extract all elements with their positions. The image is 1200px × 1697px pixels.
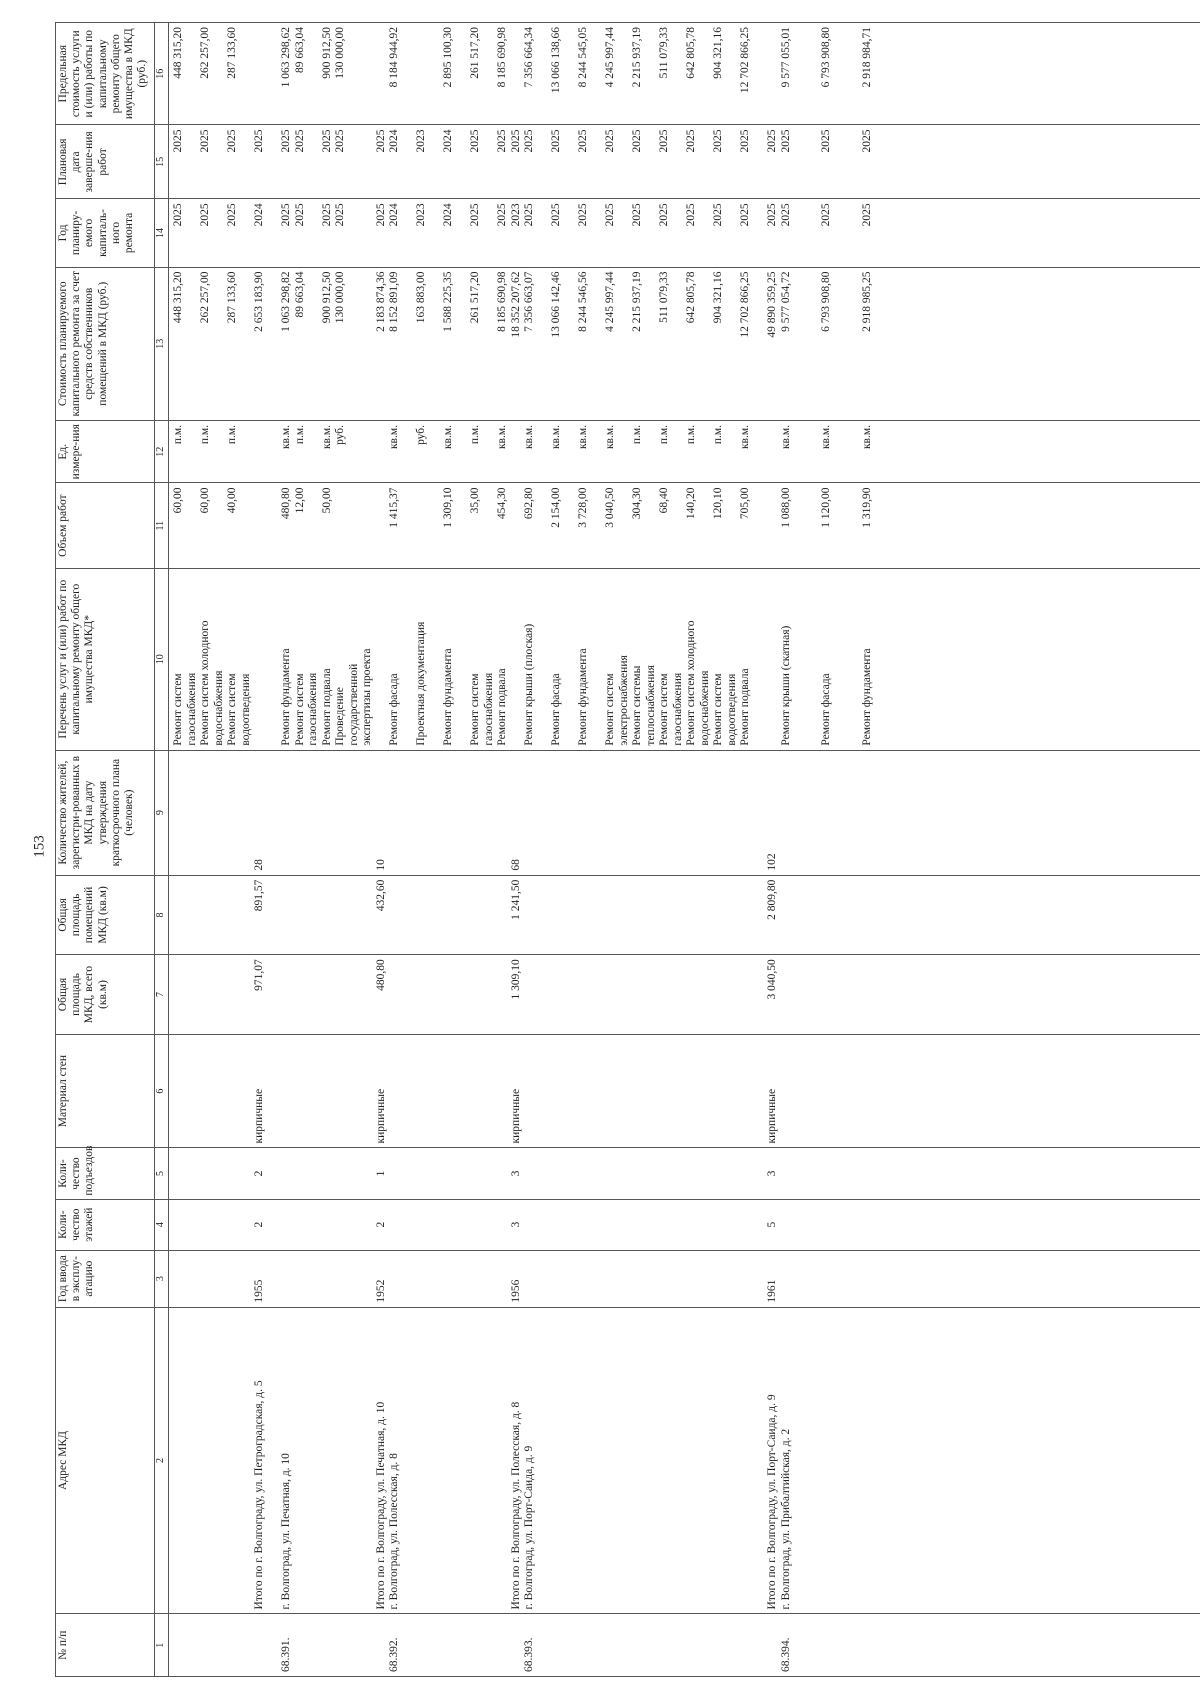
cell-line-38-col-12: п.м. [685,424,697,445]
cell-line-24-col-10: Ремонт подвала [496,668,508,746]
cell-line-34-col-15: 2025 [631,129,643,153]
cell-line-2-col-11: 60,00 [199,487,211,514]
cell-line-4-col-11: 40,00 [226,487,238,514]
header-col-5: Коли-чество подъездов [56,1148,155,1199]
cell-line-4-col-10: Ремонт систем [226,673,238,746]
cell-line-8-col-13: 1 063 298,82 [280,271,292,332]
cell-line-25-col-13: 18 352 207,62 [509,271,522,338]
cell-line-0-col-16: 448 315,20 [172,27,184,79]
cell-line-48-col-10: Ремонт фасада [820,673,832,746]
cell-line-44-col-8: 2 809,80 [766,879,778,920]
cell-line-16-col-10: Ремонт фасада [388,673,400,746]
cell-line-2-col-14: 2025 [199,203,211,227]
cell-line-45-col-10: Ремонт крыши (скатная) [779,625,792,746]
cell-line-30-col-11: 3 728,00 [577,487,589,528]
cell-line-6-col-8: 891,57 [253,879,265,912]
table-body-row [169,23,1200,1677]
cell-line-11-col-10: Ремонт подвала [320,668,333,746]
cell-line-38-col-13: 642 805,78 [685,271,697,324]
cell-line-20-col-14: 2024 [442,203,454,227]
cell-line-2-col-15: 2025 [199,129,211,153]
cell-line-6-col-7: 971,07 [253,959,265,991]
cell-line-15-col-4: 2 [374,1221,387,1228]
cell-line-16-col-14: 2024 [388,203,400,227]
header-row [56,23,155,1677]
body-col-2 [169,1307,1200,1614]
body-col-5 [169,1148,1200,1199]
cell-line-26-col-2: г. Волгоград, ул. Порт-Саида, д. 9 [523,1445,535,1610]
cell-line-8-col-16: 1 063 298,62 [280,27,292,88]
cell-line-26-col-10: Ремонт крыши (плоская) [523,623,535,746]
cell-line-0-col-13: 448 315,20 [172,271,184,324]
cell-line-30-col-10: Ремонт фундамента [577,648,589,746]
cell-line-12-col-16: 130 000,00 [334,27,346,79]
cell-line-45-col-16: 9 577 055,01 [779,27,792,88]
cell-line-18-col-15: 2023 [415,129,427,153]
header-col-14: Год планиру-емого капиталь-ного ремонта [56,199,155,267]
cell-line-8-col-2: г. Волгоград, ул. Печатная, д. 10 [280,1453,292,1610]
cell-line-30-col-12: кв.м. [577,424,589,450]
col-number-14: 14 [155,199,169,267]
cell-line-44-col-13: 49 890 359,25 [766,271,778,338]
col-number-10: 10 [155,568,169,750]
cell-line-51-col-15: 2025 [860,129,873,153]
cell-line-41-col-10: водоотведения [725,673,738,746]
header-col-11: Объем работ [56,483,155,568]
cell-line-51-col-14: 2025 [860,203,873,227]
cell-line-28-col-10: Ремонт фасада [550,673,562,746]
cell-line-1-col-10: газоснабжения [185,672,198,746]
cell-line-38-col-16: 642 805,78 [685,27,697,79]
cell-line-28-col-13: 13 066 142,46 [550,271,562,338]
cell-line-28-col-11: 2 154,00 [550,487,562,528]
cell-line-22-col-15: 2025 [469,129,481,153]
cell-line-12-col-15: 2025 [334,129,346,153]
cell-line-9-col-10: Ремонт систем [293,673,306,746]
cell-line-34-col-10: Ремонт системы [631,665,643,746]
cell-line-48-col-13: 6 793 908,80 [820,271,832,332]
cell-line-25-col-6: кирпичные [509,1088,522,1144]
cell-line-40-col-13: 904 321,16 [712,271,724,324]
cell-line-25-col-7: 1 309,10 [509,959,522,1000]
cell-line-18-col-14: 2023 [415,203,427,227]
cell-line-6-col-2: Итого по г. Волгограду, ул. Петроградская, д. 5 [253,1380,265,1610]
cell-line-9-col-15: 2025 [293,129,306,153]
cell-line-9-col-14: 2025 [293,203,306,227]
col-number-4: 4 [155,1199,169,1250]
cell-line-24-col-14: 2025 [496,203,508,227]
cell-line-51-col-11: 1 319,90 [860,487,873,528]
col-number-11: 11 [155,483,169,568]
cell-line-25-col-14: 2023 [509,203,522,227]
cell-line-9-col-11: 12,00 [293,487,306,514]
cell-line-3-col-10: водоснабжения [212,670,225,746]
cell-line-13-col-10: государственной [347,663,360,746]
col-number-12: 12 [155,420,169,483]
cell-line-4-col-12: п.м. [226,424,238,445]
cell-line-8-col-14: 2025 [280,203,292,227]
col-number-6: 6 [155,1034,169,1148]
cell-line-8-col-10: Ремонт фундамента [280,648,292,746]
cell-line-38-col-11: 140,20 [685,487,697,520]
cell-line-40-col-16: 904 321,16 [712,27,724,79]
cell-line-25-col-9: 68 [509,859,522,871]
cell-line-11-col-15: 2025 [320,129,333,153]
cell-line-36-col-16: 511 079,33 [658,27,670,79]
cell-line-38-col-14: 2025 [685,203,697,227]
cell-line-2-col-12: п.м. [199,424,211,445]
cell-line-15-col-15: 2025 [374,129,387,153]
cell-line-45-col-13: 9 577 054,72 [779,271,792,332]
cell-line-20-col-12: кв.м. [442,424,454,450]
cell-line-4-col-16: 287 133,60 [226,27,238,79]
cell-line-25-col-5: 3 [509,1170,522,1177]
body-col-7 [169,955,1200,1035]
cell-line-30-col-16: 8 244 545,05 [577,27,589,88]
cell-line-0-col-14: 2025 [172,203,184,227]
cell-line-26-col-14: 2025 [523,203,535,227]
cell-line-42-col-15: 2025 [739,129,751,153]
body-col-15 [169,125,1200,199]
cell-line-26-col-13: 7 356 663,07 [523,271,535,332]
cell-line-8-col-1: 68.391. [280,1637,292,1672]
col-number-7: 7 [155,955,169,1035]
cell-line-48-col-11: 1 120,00 [820,487,832,528]
cell-line-12-col-12: руб. [334,424,346,445]
cell-line-2-col-13: 262 257,00 [199,271,211,324]
cell-line-22-col-14: 2025 [469,203,481,227]
cell-line-35-col-10: теплоснабжения [644,665,657,746]
col-number-1: 1 [155,1614,169,1677]
cell-line-20-col-10: Ремонт фундамента [442,648,454,746]
header-col-15: Плановая дата заверше-ния работ [56,125,155,199]
cell-line-44-col-4: 5 [766,1221,778,1228]
cell-line-16-col-1: 68.392. [388,1637,400,1672]
cell-line-30-col-14: 2025 [577,203,589,227]
cell-line-32-col-10: Ремонт систем [604,673,616,746]
cell-line-11-col-16: 900 912,50 [320,27,333,79]
cell-line-12-col-14: 2025 [334,203,346,227]
cell-line-22-col-10: Ремонт систем [469,673,481,746]
cell-line-5-col-10: водоотведения [239,673,252,746]
cell-line-32-col-11: 3 040,50 [604,487,616,528]
header-col-13: Стоимость планируемого капитального ремонта за счет средств собственников помещений в МКД (руб.) [56,267,155,420]
cell-line-16-col-2: г. Волгоград, ул. Полесская, д. 8 [388,1453,400,1610]
cell-line-42-col-10: Ремонт подвала [739,668,751,746]
col-number-13: 13 [155,267,169,420]
cell-line-37-col-10: газоснабжения [671,672,684,746]
cell-line-28-col-15: 2025 [550,129,562,153]
cell-line-44-col-2: Итого по г. Волгограду, ул. Порт-Саида, д. 9 [766,1394,778,1610]
cell-line-22-col-12: п.м. [469,424,481,445]
cell-line-28-col-16: 13 066 138,66 [550,27,562,94]
header-col-16: Предельная стоимость услуги и (или) работы по капитальному ремонту общего имущества в МКД (руб.) [56,23,155,125]
cell-line-28-col-12: кв.м. [550,424,562,450]
cell-line-11-col-12: кв.м. [320,424,333,450]
cell-line-9-col-16: 89 663,04 [293,27,306,73]
cell-line-48-col-15: 2025 [820,129,832,153]
cell-line-45-col-2: г. Волгоград, ул. Прибалтийская, д. 2 [779,1428,792,1610]
cell-line-36-col-14: 2025 [658,203,670,227]
body-col-8 [169,875,1200,955]
body-col-10 [169,568,1200,750]
cell-line-34-col-13: 2 215 937,19 [631,271,643,332]
cell-line-4-col-14: 2025 [226,203,238,227]
cell-line-39-col-10: водоснабжения [698,670,711,746]
cell-line-15-col-2: Итого по г. Волгограду, ул. Печатная, д. 10 [374,1401,387,1610]
cell-line-40-col-11: 120,10 [712,487,724,520]
body-col-4 [169,1199,1200,1250]
col-number-15: 15 [155,125,169,199]
header-col-9: Количество жителей, зарегистри-рованных в МКД на дату утверждения краткосрочного плана (человек) [56,750,155,875]
cell-line-16-col-12: кв.м. [388,424,400,450]
header-col-1: № п/п [56,1614,155,1677]
cell-line-24-col-15: 2025 [496,129,508,153]
cell-line-16-col-15: 2024 [388,129,400,153]
cell-line-15-col-7: 480,80 [374,959,387,991]
header-col-2: Адрес МКД [56,1307,155,1614]
cell-line-45-col-15: 2025 [779,129,792,153]
cell-line-42-col-16: 12 702 866,25 [739,27,751,94]
cell-line-6-col-14: 2024 [253,203,265,227]
cell-line-22-col-11: 35,00 [469,487,481,514]
cell-line-36-col-10: Ремонт систем [658,673,670,746]
cell-line-4-col-13: 287 133,60 [226,271,238,324]
cell-line-44-col-15: 2025 [766,129,778,153]
header-col-12: Ед. измере-ния [56,420,155,483]
cell-line-26-col-12: кв.м. [523,424,535,450]
cell-line-34-col-14: 2025 [631,203,643,227]
cell-line-40-col-12: п.м. [712,424,724,445]
cell-line-44-col-5: 3 [766,1170,778,1177]
cell-line-12-col-13: 130 000,00 [334,271,346,324]
cell-line-45-col-1: 68.394. [779,1637,792,1672]
cell-line-34-col-11: 304,30 [631,487,643,520]
cell-line-36-col-12: п.м. [658,424,670,445]
header-col-10: Перечень услуг и (или) работ по капитальному ремонту общего имущества МКД* [56,568,155,750]
cell-line-42-col-14: 2025 [739,203,751,227]
cell-line-33-col-10: электроснабжения [617,655,630,746]
cell-line-32-col-16: 4 245 997,44 [604,27,616,88]
header-col-4: Коли-чество этажей [56,1199,155,1250]
col-number-2: 2 [155,1307,169,1614]
cell-line-11-col-11: 50,00 [320,487,333,514]
cell-line-20-col-16: 2 895 100,30 [442,27,454,88]
cell-line-36-col-13: 511 079,33 [658,271,670,323]
cell-line-36-col-11: 68,40 [658,487,670,514]
cell-line-44-col-3: 1961 [766,1279,778,1303]
cell-line-15-col-6: кирпичные [374,1088,387,1144]
cell-line-16-col-13: 8 152 891,09 [388,271,400,332]
cell-line-36-col-15: 2025 [658,129,670,153]
cell-line-24-col-11: 454,30 [496,487,508,520]
cell-line-48-col-14: 2025 [820,203,832,227]
cell-line-44-col-7: 3 040,50 [766,959,778,1000]
cell-line-0-col-11: 60,00 [172,487,184,514]
cell-line-4-col-15: 2025 [226,129,238,153]
header-col-8: Общая площадь помещений МКД (кв.м) [56,875,155,955]
cell-line-23-col-10: газоснабжения [482,672,495,746]
cell-line-6-col-13: 2 653 183,90 [253,271,265,332]
cell-line-30-col-15: 2025 [577,129,589,153]
cell-line-40-col-14: 2025 [712,203,724,227]
cell-line-45-col-11: 1 088,00 [779,487,792,528]
cell-line-24-col-16: 8 185 690,98 [496,27,508,88]
cell-line-20-col-13: 1 588 225,35 [442,271,454,332]
cell-line-26-col-16: 7 356 664,34 [523,27,535,88]
cell-line-18-col-12: руб. [415,424,427,445]
cell-line-6-col-6: кирпичные [253,1088,265,1144]
body-col-9 [169,750,1200,875]
cell-line-6-col-5: 2 [253,1170,265,1177]
cell-line-32-col-12: кв.м. [604,424,616,450]
body-col-1 [169,1614,1200,1677]
header-col-3: Год ввода в эксплу-атацию [56,1250,155,1307]
cell-line-6-col-4: 2 [253,1221,265,1228]
cell-line-2-col-10: Ремонт систем холодного [199,620,211,746]
cell-line-10-col-10: газоснабжения [307,672,319,746]
cell-line-25-col-3: 1956 [509,1279,522,1303]
cell-line-38-col-15: 2025 [685,129,697,153]
cell-line-15-col-5: 1 [374,1170,387,1177]
cell-line-15-col-3: 1952 [374,1279,387,1303]
cell-line-51-col-12: кв.м. [860,424,873,450]
col-number-8: 8 [155,875,169,955]
cell-line-42-col-12: кв.м. [739,424,751,450]
cell-line-51-col-10: Ремонт фундамента [860,648,873,746]
body-col-14 [169,199,1200,267]
cell-line-22-col-13: 261 517,20 [469,271,481,324]
cell-line-6-col-9: 28 [253,859,265,871]
cell-line-40-col-15: 2025 [712,129,724,153]
cell-line-26-col-1: 68.393. [523,1637,535,1672]
col-number-5: 5 [155,1148,169,1199]
cell-line-48-col-16: 6 793 908,80 [820,27,832,88]
cell-line-28-col-14: 2025 [550,203,562,227]
body-col-6 [169,1034,1200,1148]
cell-line-44-col-6: кирпичные [766,1088,778,1144]
cell-line-9-col-13: 89 663,04 [293,271,306,318]
cell-line-9-col-12: п.м. [293,424,306,445]
header-col-7: Общая площадь МКД, всего (кв.м) [56,955,155,1035]
cell-line-11-col-14: 2025 [320,203,333,227]
cell-line-34-col-16: 2 215 937,19 [631,27,643,88]
cell-line-32-col-14: 2025 [604,203,616,227]
rotated-table-wrapper [55,22,1195,1677]
cell-line-42-col-13: 12 702 866,25 [739,271,751,338]
cell-line-0-col-15: 2025 [172,129,184,153]
cell-line-22-col-16: 261 517,20 [469,27,481,79]
cell-line-6-col-3: 1955 [253,1279,265,1303]
cell-line-24-col-13: 8 185 690,98 [496,271,508,332]
cell-line-12-col-10: Проведение [334,687,346,746]
cell-line-44-col-9: 102 [766,853,778,871]
cell-line-30-col-13: 8 244 546,56 [577,271,589,332]
cell-line-25-col-4: 3 [509,1221,522,1228]
cell-line-26-col-11: 692,80 [523,487,535,520]
cell-line-11-col-13: 900 912,50 [320,271,333,324]
col-number-16: 16 [155,23,169,125]
cell-line-15-col-13: 2 183 874,36 [374,271,387,332]
cell-line-48-col-12: кв.м. [820,424,832,450]
cell-line-26-col-15: 2025 [523,129,535,153]
col-number-3: 3 [155,1250,169,1307]
cell-line-40-col-10: Ремонт систем [712,673,724,746]
cell-line-14-col-10: экспертизы проекта [361,648,373,746]
header-col-6: Материал стен [56,1034,155,1148]
cell-line-51-col-13: 2 918 985,25 [860,271,873,332]
cell-line-45-col-12: кв.м. [779,424,792,450]
body-col-11 [169,483,1200,568]
page-number: 153 [31,835,48,858]
cell-line-0-col-12: п.м. [172,424,184,445]
cell-line-24-col-12: кв.м. [496,424,508,450]
column-number-row [155,23,169,1677]
cell-line-51-col-16: 2 918 984,71 [860,27,873,88]
cell-line-32-col-13: 4 245 997,44 [604,271,616,332]
cell-line-18-col-13: 163 883,00 [415,271,427,324]
cell-line-16-col-16: 8 184 944,92 [388,27,400,88]
cell-line-20-col-11: 1 309,10 [442,487,454,528]
body-col-3 [169,1250,1200,1307]
cell-line-8-col-12: кв.м. [280,424,292,450]
cell-line-44-col-14: 2025 [766,203,778,227]
cell-line-20-col-15: 2024 [442,129,454,153]
cell-line-45-col-14: 2025 [779,203,792,227]
cell-line-8-col-11: 480,80 [280,487,292,520]
cell-line-25-col-8: 1 241,50 [509,879,522,920]
cell-line-32-col-15: 2025 [604,129,616,153]
cell-line-6-col-15: 2025 [253,129,265,153]
cell-line-38-col-10: Ремонт систем холодного [685,620,697,746]
cell-line-8-col-15: 2025 [280,129,292,153]
cell-line-16-col-11: 1 415,37 [388,487,400,528]
cell-line-15-col-9: 10 [374,859,387,871]
cell-line-25-col-2: Итого по г. Волгограду, ул. Полесская, д. 8 [509,1401,522,1610]
col-number-9: 9 [155,750,169,875]
cell-line-15-col-8: 432,60 [374,879,387,912]
cell-line-42-col-11: 705,00 [739,487,751,520]
body-col-16 [169,23,1200,125]
repair-plan-table [55,22,1200,1677]
cell-line-2-col-16: 262 257,00 [199,27,211,79]
cell-line-18-col-10: Проектная документация [415,621,427,746]
cell-line-0-col-10: Ремонт систем [172,673,184,746]
body-col-12 [169,420,1200,483]
cell-line-34-col-12: п.м. [631,424,643,445]
cell-line-25-col-15: 2025 [509,129,522,153]
cell-line-15-col-14: 2025 [374,203,387,227]
body-col-13 [169,267,1200,420]
